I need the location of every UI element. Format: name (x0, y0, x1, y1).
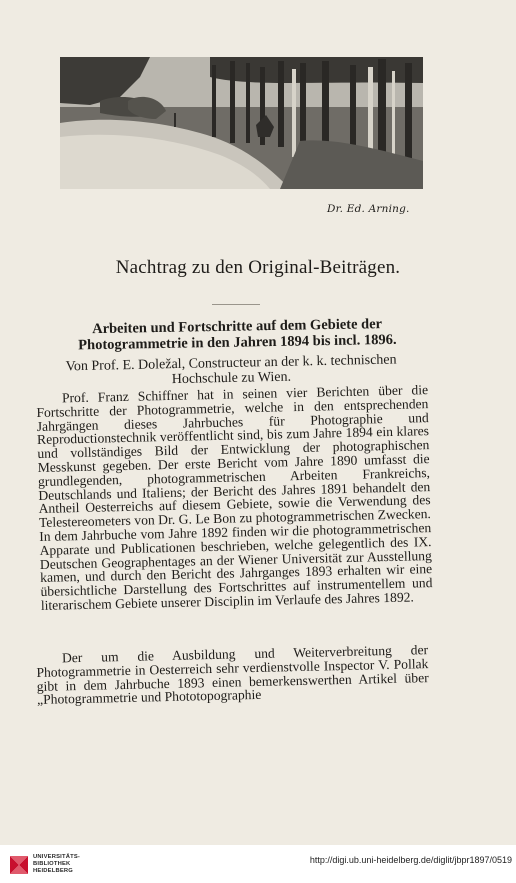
library-name (33, 854, 80, 875)
permalink-url[interactable]: http://digi.ub.uni-heidelberg.de/diglit/jbpr1897/0519 (309, 855, 512, 865)
viewer-footer (0, 845, 516, 883)
landscape-photograph (60, 57, 423, 189)
article-paragraph-2 (36, 643, 429, 707)
section-title: Nachtrag zu den Original-Beiträgen. (115, 257, 401, 278)
article-title: Arbeiten und Fortschritte auf dem Gebiete der Photogrammetrie in den Jahren 1894 bis incl. 1896. (78, 316, 397, 354)
library-name-line: HEIDELBERG (33, 868, 74, 874)
library-name-line: BIBLIOTHEK (33, 861, 71, 867)
divider (212, 304, 260, 305)
photo-credit: Dr. Ed. Arning. (327, 203, 410, 215)
heidelberg-library-logo-icon[interactable] (6, 852, 32, 878)
article-author: Von Prof. E. Doležal, Constructeur an der k. k. technischen Hochschule zu Wien. (65, 352, 397, 388)
library-name-line: UNIVERSITÄTS- (33, 854, 81, 860)
paragraph-text: Prof. Franz Schiffner hat in seinen vier Berichten über die Fortschritte der Photogrammetrie, welche in den entsprechenden Jahrgängen dieses Jahrbuches für Photographie und Reproductionstechnik veröffentlicht sind, bis zum Jahre 1894 ein klares und vollständiges Bild der Entwicklung der photographischen Messkunst gegeben. Der erste Bericht vom Jahre 1890 umfasst die grundlegenden, photogrammetrischen Arbeiten Frankreichs, Deutschlands und Italiens; der Bericht des Jahres 1891 behandelt den Antheil Oesterreichs auf diesem Gebiete, sowie die Verwendung des Telestereometers von Dr. G. Le Bon zu photogrammetrischen Zwecken. In dem Jahrbuche vom Jahre 1892 finden wir die photogrammetrischen Apparate und Publicationen beschrieben, welche gelegentlich des IX. Deutschen Geographentages an der Wiener Universität zur Ausstellung kamen, und durch den Bericht des Jahrganges 1893 erhalten wir eine übersichtliche Darstellung des Fortschrittes auf instrumentellem und literarischem Gebiete unserer Disciplin im Verlaufe des Jahres 1892. (36, 382, 433, 613)
article-paragraph-1 (36, 383, 433, 613)
paragraph-text: Der um die Ausbildung und Weiterverbreitung der Photogrammetrie in Oesterreich sehr verdienstvolle Inspector V. Pollak gibt in dem Jahrbuche 1893 einen bemerkenswerthen Artikel über „Photogrammetrie und Phototopographie (36, 642, 429, 708)
